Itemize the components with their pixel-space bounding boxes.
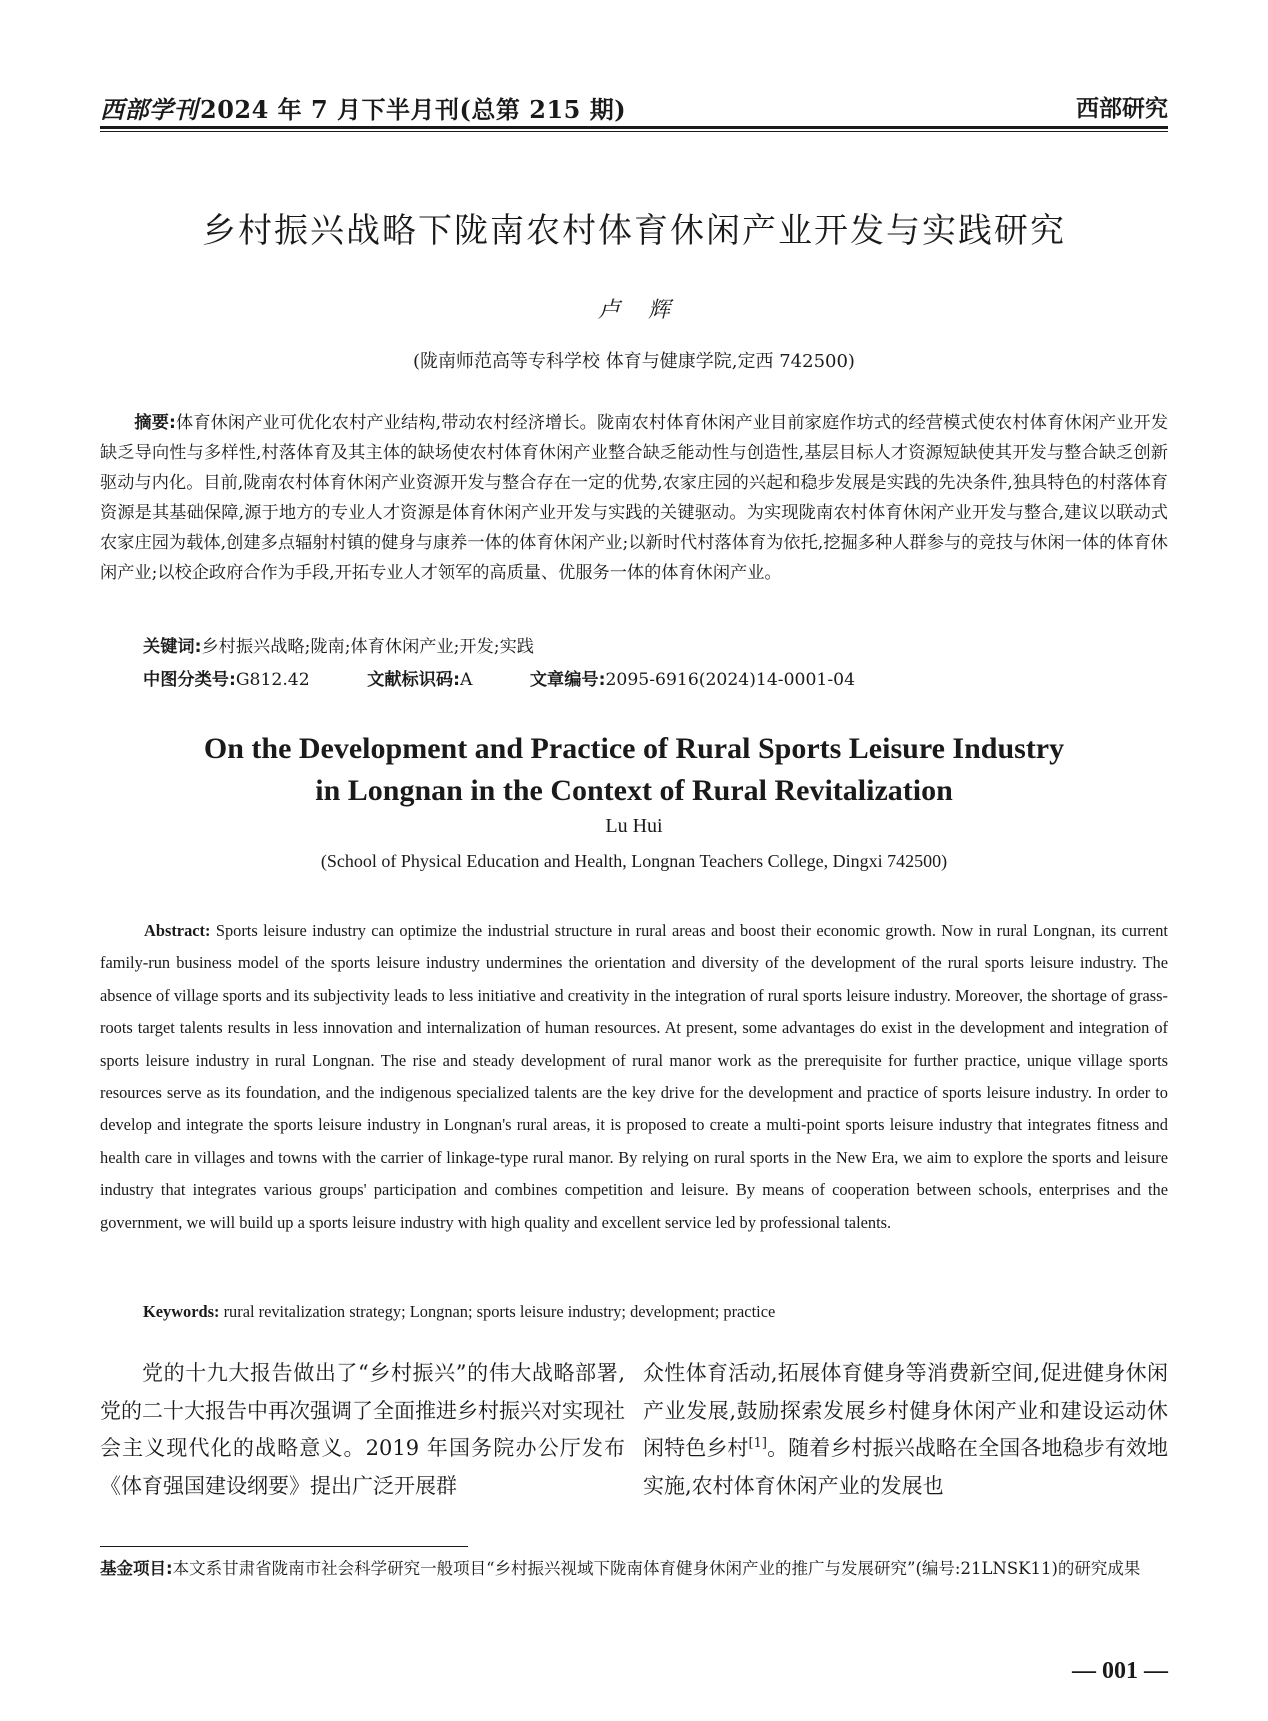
english-keywords	[143, 1296, 1168, 1328]
chinese-affiliation: (陇南师范高等专科学校 体育与健康学院,定西 742500)	[413, 351, 855, 372]
classification-line	[143, 665, 1168, 695]
page-number: — 001 —	[1072, 1658, 1168, 1684]
english-abstract-label: Abstract:	[144, 921, 211, 940]
english-affiliation: (School of Physical Education and Health, Longnan Teachers College, Dingxi 742500)	[320, 851, 948, 871]
chinese-abstract-text: 体育休闲产业可优化农村产业结构,带动农村经济增长。陇南农村体育休闲产业目前家庭作坊式的经营模式使农村体育休闲产业开发缺乏导向性与多样性,村落体育及其主体的缺场使农村体育休闲产业整合缺乏能动性与创造性,基层目标人才资源短缺使其开发与整合缺乏创新驱动与内化。目前,陇南农村体育休闲产业资源开发与整合存在一定的优势,农家庄园的兴起和稳步发展是实践的先决条件,独具特色的村落体育资源是其基础保障,源于地方的专业人才资源是体育休闲产业开发与实践的关键驱动。为实现陇南农村体育休闲产业开发与整合,建议以联动式农家庄园为载体,创建多点辐射村镇的健身与康养一体的体育休闲产业;以新时代村落体育为依托,挖掘多种人群参与的竞技与休闲一体的体育休闲产业;以校企政府合作为手段,开拓专业人才领军的高质量、优服务一体的体育休闲产业。	[100, 413, 1169, 583]
article-number	[530, 665, 855, 695]
english-author: Lu Hui	[605, 815, 663, 837]
body-right-text-b: 。随着乡村振兴战略在全国各地稳步有效地实施,农村体育休闲产业的发展也	[643, 1436, 1169, 1498]
header-rule-thin	[100, 131, 1168, 132]
running-header	[100, 90, 1168, 124]
english-keywords-label: Keywords:	[143, 1302, 220, 1321]
document-code	[367, 665, 472, 695]
header-rule-thick	[100, 126, 1168, 129]
section-label: 西部研究	[1076, 96, 1168, 122]
journal-logo: 西部学刊	[100, 95, 198, 124]
journal-issue-info	[100, 90, 626, 125]
english-title	[100, 728, 1168, 812]
footnote-rule	[100, 1546, 468, 1547]
document-code-label: 文献标识码:	[367, 670, 460, 690]
chinese-keywords	[143, 632, 1168, 662]
english-abstract	[100, 915, 1168, 1239]
chinese-abstract	[100, 408, 1168, 588]
clc-label: 中图分类号:	[143, 670, 236, 690]
chinese-keywords-label: 关键词:	[143, 637, 202, 657]
english-abstract-text: Sports leisure industry can optimize the industrial structure in rural areas and boost their economic growth. Now in rural Longnan, its current family-run business model of the sports leisure industry undermines the orientation and diversity of the development of the rural sports leisure industry. The absence of village sports and its subjectivity leads to less initiative and creativity in the integration of rural sports leisure industry. Moreover, the shortage of grass-roots target talents results in less innovation and internalization of human resources. At present, some advantages do exist in the development and integration of sports leisure industry in rural Longnan. The rise and steady development of rural manor work as the prerequisite for further practice, unique village sports resources serve as its foundation, and the indigenous specialized talents are the key drive for the development and practice of sports leisure industry. In order to develop and integrate the sports leisure industry in Longnan's rural areas, it is proposed to create a multi-point sports leisure industry that integrates fitness and health care in villages and towns with the carrier of linkage-type rural manor. By relying on rural sports in the New Era, we aim to explore the sports and leisure industry that integrates various groups' participation and combines competition and leisure. By means of cooperation between schools, enterprises and the government, we will build up a sports leisure industry with high quality and excellent service led by professional talents.	[100, 921, 1168, 1232]
article-number-label: 文章编号:	[529, 670, 606, 690]
citation-ref[interactable]: [1]	[748, 1436, 767, 1451]
document-code-value: A	[459, 670, 473, 690]
english-title-line1: On the Development and Practice of Rural Sports Leisure Industry	[203, 732, 1065, 765]
chinese-abstract-label: 摘要:	[134, 413, 176, 433]
body-column-right	[643, 1355, 1168, 1505]
chinese-keywords-text: 乡村振兴战略;陇南;体育休闲产业;开发;实践	[201, 637, 534, 657]
issue-label: 2024 年 7 月下半月刊(总第 215 期)	[200, 95, 627, 124]
english-title-line2: in Longnan in the Context of Rural Revitalization	[315, 774, 953, 807]
clc-code	[143, 665, 310, 695]
funding-footnote	[100, 1553, 1168, 1584]
funding-label: 基金项目:	[100, 1559, 173, 1578]
article-number-value: 2095-6916(2024)14-0001-04	[605, 670, 856, 690]
body-right-text-a: 众性体育活动,拓展体育健身等消费新空间,促进健身休闲产业发展,鼓励探索发展乡村健身休闲产业和建设运动休闲特色乡村	[643, 1361, 1168, 1460]
chinese-title: 乡村振兴战略下陇南农村体育休闲产业开发与实践研究	[202, 211, 1066, 251]
clc-value: G812.42	[235, 670, 310, 690]
chinese-author: 卢辉	[597, 298, 698, 323]
english-keywords-text: rural revitalization strategy; Longnan; sports leisure industry; development; practice	[223, 1302, 776, 1321]
funding-text: 本文系甘肃省陇南市社会科学研究一般项目“乡村振兴视域下陇南体育健身休闲产业的推广与发展研究”(编号:21LNSK11)的研究成果	[172, 1559, 1141, 1578]
body-column-left: 党的十九大报告做出了“乡村振兴”的伟大战略部署,党的二十大报告中再次强调了全面推进乡村振兴对实现社会主义现代化的战略意义。2019 年国务院办公厅发布《体育强国建设纲要》提出广泛开展群	[100, 1361, 625, 1498]
